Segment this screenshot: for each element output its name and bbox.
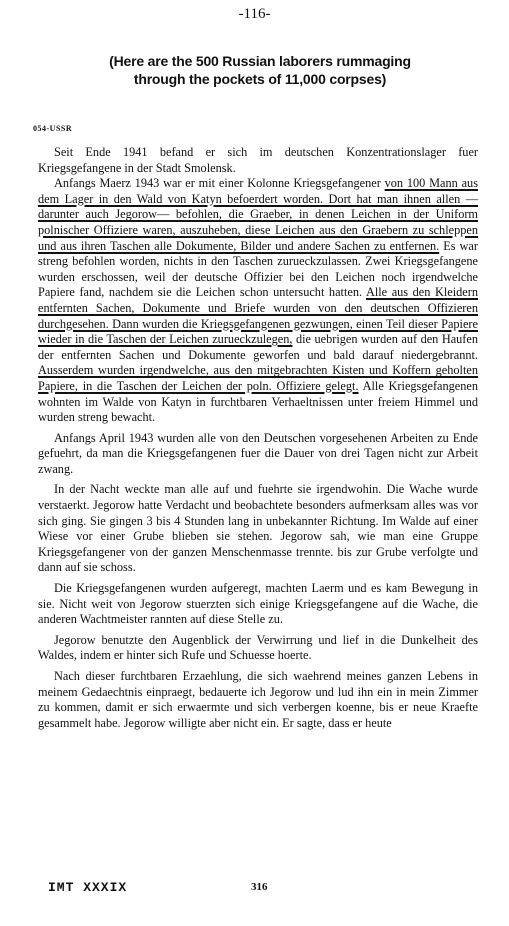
paragraph-2-part-c: Es war streng befohlen worden, nichts in den Taschen zurueckzulassen. Zwei Kriegsgefangene wurden erschossen, weil der deutsche Offizier bei den Leichen noch irgendwelche Papiere fand, nachdem sie die Leichen schon untersucht hatten. bbox=[38, 238, 478, 300]
underlined-passage-1: von 100 Mann aus dem Lager in den Wald von Katyn befoerdert worden. Dort hat man ihnen allen —darunter auch Jegorow— befohlen, die Graeber, in denen Leichen in der Uniform polnischer Offiziere waren, auszuheben, diese Leichen aus den Graebern zu schleppen und aus ihren Taschen alle Dokumente, Bilder und andere Sachen zu entfernen. bbox=[38, 176, 478, 253]
paragraph-3: Anfangs April 1943 wurden alle von den Deutschen vorgesehenen Arbeiten zu Ende gefuehrt, da man die Kriegsgefangenen fuer die Dauer von drei Tagen nicht zur Arbeit zwang. bbox=[38, 430, 478, 476]
footer-page-number: 316 bbox=[251, 881, 268, 893]
caption bbox=[60, 52, 460, 88]
paragraph-2-part-e: die uebrigen wurden auf den Haufen der entfernten Sachen und Dokumente geworfen und bald darauf niedergebrannt. bbox=[38, 332, 479, 362]
underlined-passage-3: Ausserdem wurden irgendwelche, aus den mitgebrachten Kisten und Koffern geholten Papiere, in die Taschen der Leichen der poln. Offiziere gelegt. bbox=[38, 363, 478, 393]
paragraph-2 bbox=[38, 176, 478, 426]
paragraph-2-part-g: Alle Kriegsgefangenen wohnten im Walde von Katyn in furchtbaren Verhaeltnissen unter freiem Himmel und wurden streng bewacht. bbox=[38, 378, 479, 425]
document-body bbox=[38, 145, 478, 736]
page-number: -116- bbox=[238, 6, 271, 22]
paragraph-5: Die Kriegsgefangenen wurden aufgeregt, machten Laerm und es kam Bewegung in sie. Nicht weit von Jegorow stuerzten sich einige Kriegsgefangene auf die Wache, die anderen Wachtmeister rannten auf diese Stelle zu. bbox=[38, 581, 478, 627]
paragraph-1: Seit Ende 1941 befand er sich im deutschen Konzentrationslager fuer Kriegsgefangene in der Stadt Smolensk. bbox=[38, 145, 478, 175]
document-code: 054-USSR bbox=[33, 124, 73, 133]
caption-line-2: through the pockets of 11,000 corpses) bbox=[133, 71, 387, 87]
paragraph-6: Jegorow benutzte den Augenblick der Verwirrung und lief in die Dunkelheit des Waldes, indem er hinter sich Rufe und Schuesse hoerte. bbox=[38, 632, 478, 663]
paragraph-2-part-a: Anfangs Maerz 1943 war er mit einer Kolonne Kriegsgefangener bbox=[54, 176, 385, 191]
footer-volume: IMT XXXIX bbox=[48, 880, 128, 895]
paragraph-7: Nach dieser furchtbaren Erzaehlung, die sich waehrend meines ganzen Lebens in meinem Gedaechtnis einpraegt, bedauerte ich Jegorow und lud ihn ein in mein Zimmer zu kommen, damit er sich erwaermte und sich verbergen koenne, bis er neue Kraefte gesammelt habe. Jegorow willigte aber nicht ein. Er sagte, dass er heute bbox=[38, 669, 478, 730]
paragraph-4: In der Nacht weckte man alle auf und fuehrte sie irgendwohin. Die Wache wurde verstaerkt. Jegorow hatte Verdacht und beobachtete besonders aufmerksam alles was vor sich ging. Sie gingen 3 bis 4 Stunden lang in unbekannter Richtung. Im Walde auf einer Wiese vor einer Grube blieben sie stehen. Jegorow sah, wie man eine Gruppe Kriegsgefangener von der ganzen Menschenmasse trennte. bis zur Grube verfolgte und dann auf sie schoss. bbox=[38, 482, 478, 575]
caption-line-1: (Here are the 500 Russian laborers rummaging bbox=[109, 53, 411, 69]
underlined-passage-2: Alle aus den Kleidern entfernten Sachen, Dokumente und Briefe wurden von den deutschen Offizieren durchgesehen. Dann wurden die Kriegsgefangenen gezwungen, einen Teil dieser Papiere wieder in die Taschen der Leichen zurueckzulegen, bbox=[38, 285, 479, 347]
